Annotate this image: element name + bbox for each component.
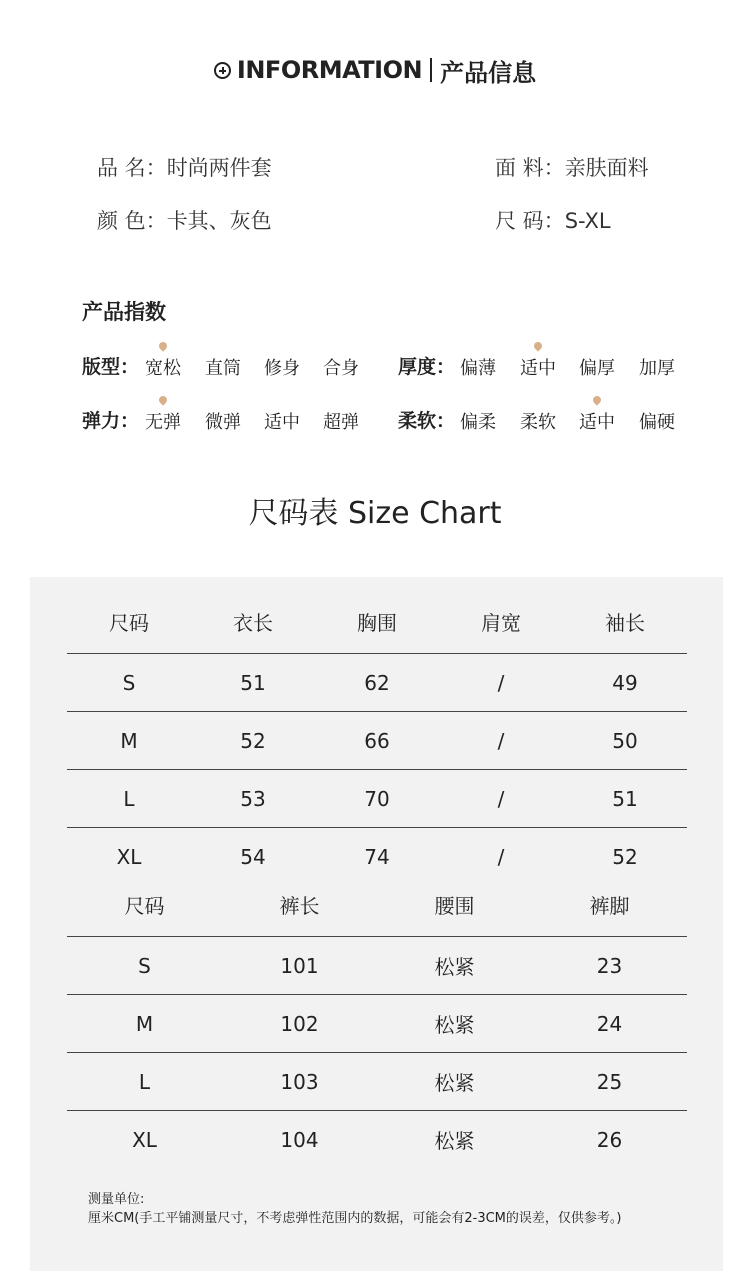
selection-marker-icon [157, 394, 168, 405]
table-header-row [67, 872, 687, 937]
selection-marker-icon [591, 394, 602, 405]
table-header-cell: 裤脚 [532, 872, 687, 937]
table-header-cell: 裤长 [222, 872, 377, 937]
table-cell: 49 [563, 654, 687, 712]
note-line-2: 厘米CM(手工平铺测量尺寸，不考虑弹性范围内的数据，可能会有2-3CM的误差，仅供参考。) [88, 1211, 622, 1226]
table-cell: / [439, 712, 563, 770]
fit-option: 直筒 [205, 358, 241, 379]
table-header-cell: 衣长 [191, 589, 315, 654]
table-header-cell: 腰围 [377, 872, 532, 937]
table-cell: / [439, 654, 563, 712]
table-cell: S [67, 654, 191, 712]
info-fabric [495, 152, 649, 182]
soft-option: 适中 [579, 412, 615, 433]
info-size [495, 205, 611, 235]
table-cell: 24 [532, 995, 687, 1053]
header-title-cn: 产品信息 [440, 58, 537, 87]
table-cell: 70 [315, 770, 439, 828]
header-title-en: INFORMATION [236, 56, 423, 84]
elastic-option: 微弹 [205, 412, 241, 433]
info-name-value: 时尚两件套 [166, 156, 272, 180]
table-cell: L [67, 1053, 222, 1111]
table-cell: 52 [612, 844, 638, 869]
selection-marker-icon [532, 340, 543, 351]
elastic-label: 弹力： [82, 410, 140, 432]
table-row [67, 937, 687, 995]
table-cell: 23 [532, 937, 687, 995]
table-cell: 102 [222, 995, 377, 1053]
info-name [97, 152, 272, 182]
table-header-cell: 肩宽 [439, 589, 563, 654]
info-color [97, 205, 272, 235]
info-fabric-label: 面 料： [495, 156, 565, 180]
table-cell: 松紧 [377, 995, 532, 1053]
table-cell: 松紧 [377, 1053, 532, 1111]
index-section-title: 产品指数 [82, 300, 166, 324]
table-row [67, 712, 687, 770]
soft-label: 柔软： [398, 410, 456, 432]
bottom-size-table [67, 872, 687, 1168]
table-cell: 52 [191, 712, 315, 770]
index-row-2 [0, 396, 750, 436]
size-chart-panel [30, 577, 723, 1271]
table-cell: L [67, 770, 191, 828]
header-divider [430, 58, 432, 82]
table-cell: 101 [222, 937, 377, 995]
table-cell: 松紧 [377, 937, 532, 995]
table-row [67, 654, 687, 712]
soft-option: 柔软 [520, 412, 556, 433]
table-header-row [67, 589, 687, 654]
table-cell: XL [132, 1127, 157, 1152]
info-size-label: 尺 码： [495, 209, 565, 233]
selection-marker-icon [157, 340, 168, 351]
table-cell: XL [116, 844, 142, 869]
table-cell: M [67, 712, 191, 770]
table-cell: M [67, 995, 222, 1053]
info-size-value: S-XL [564, 209, 611, 233]
table-cell: 66 [315, 712, 439, 770]
index-row-1 [0, 342, 750, 382]
elastic-option: 超弹 [323, 412, 359, 433]
table-cell: 50 [563, 712, 687, 770]
fit-option: 修身 [264, 358, 300, 379]
table-cell: 104 [280, 1127, 319, 1152]
table-cell: 25 [532, 1053, 687, 1111]
table-header-cell: 尺码 [67, 589, 191, 654]
table-header-cell: 袖长 [563, 589, 687, 654]
table-cell: 53 [191, 770, 315, 828]
info-color-value: 卡其、灰色 [166, 209, 272, 233]
soft-option: 偏硬 [639, 412, 675, 433]
top-size-table [67, 589, 687, 885]
elastic-option: 适中 [264, 412, 300, 433]
table-cell: 74 [364, 844, 390, 869]
info-color-label: 颜 色： [97, 209, 167, 233]
thickness-option: 加厚 [639, 358, 675, 379]
table-cell: 51 [563, 770, 687, 828]
info-name-label: 品 名： [97, 156, 167, 180]
thickness-option: 偏薄 [460, 358, 496, 379]
fit-option: 合身 [323, 358, 359, 379]
measurement-note [88, 1190, 621, 1228]
table-cell: S [67, 937, 222, 995]
table-cell: / [439, 770, 563, 828]
table-cell: 62 [315, 654, 439, 712]
table-header-cell: 尺码 [67, 872, 222, 937]
table-cell: 103 [222, 1053, 377, 1111]
table-row [67, 1053, 687, 1111]
table-cell: 松紧 [434, 1129, 475, 1153]
table-header-cell: 胸围 [315, 589, 439, 654]
elastic-option: 无弹 [145, 412, 181, 433]
thickness-option: 偏厚 [579, 358, 615, 379]
table-cell: / [497, 844, 505, 869]
thickness-option: 适中 [520, 358, 556, 379]
table-row [67, 1111, 687, 1169]
circle-plus-icon [214, 62, 231, 79]
table-cell: 51 [191, 654, 315, 712]
fit-label: 版型： [82, 356, 140, 378]
table-row [67, 770, 687, 828]
table-row [67, 995, 687, 1053]
thickness-label: 厚度： [398, 356, 456, 378]
size-chart-title: 尺码表 Size Chart [248, 496, 502, 531]
soft-option: 偏柔 [460, 412, 496, 433]
note-line-1: 测量单位: [88, 1192, 145, 1207]
info-fabric-value: 亲肤面料 [564, 156, 649, 180]
fit-option: 宽松 [145, 358, 181, 379]
table-cell: 54 [240, 844, 266, 869]
table-cell: 26 [596, 1127, 623, 1152]
page-header [0, 52, 750, 88]
